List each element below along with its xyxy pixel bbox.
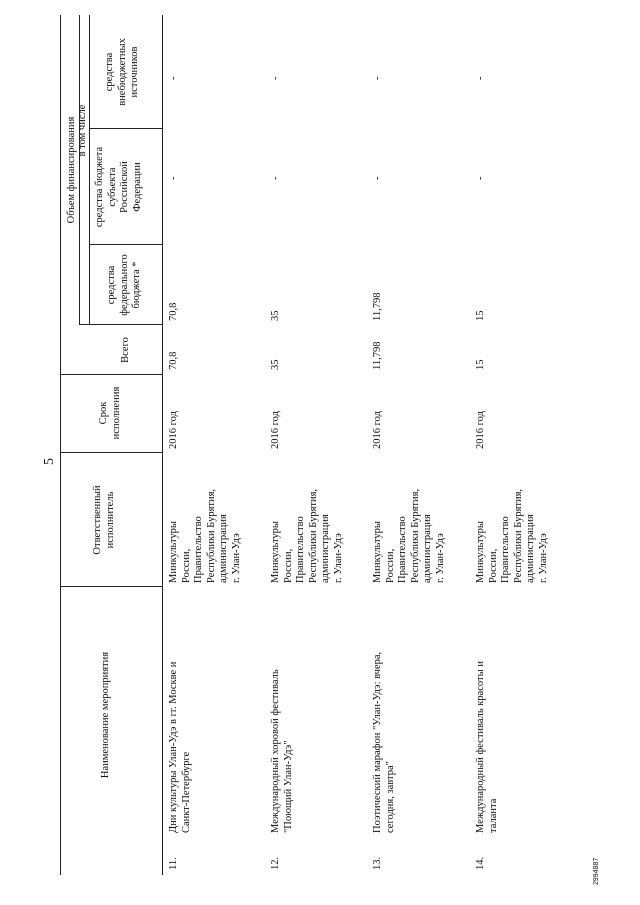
col-divider-federal [89,244,162,245]
extrabudget-amount: - [372,76,383,80]
header-total: Всего [120,337,131,363]
header-including: в том числе [77,104,88,157]
row-number: 14. [475,856,486,870]
extrabudget-amount: - [475,76,486,80]
document-code: 2994887 [593,857,600,885]
row-number: 11. [168,857,179,870]
deadline: 2016 год [168,411,179,449]
regional-amount: - [475,176,486,180]
table-top-rule [60,15,61,875]
responsible-executor: Минкультуры России, Правительство Республики Бурятия, администрация г. Улан-Удэ [372,488,446,583]
event-name: Поэтический марафон "Улан-Удэ: вчера, сегодня, завтра" [372,651,396,833]
header-regional: средства бюджета субъекта Российской Федерации [94,146,143,228]
total-amount: 15 [475,359,486,370]
federal-amount: 11,798 [372,292,383,321]
header-extrabudget: средства внебюджетных источников [104,38,140,106]
responsible-executor: Минкультуры России, Правительство Республики Бурятия, администрация г. Улан-Удэ [475,488,549,583]
col-divider-deadline [60,374,162,375]
total-amount: 70,8 [168,351,179,370]
event-name: Дни культуры Улан-Удэ в гг. Москве и Санкт-Петербурге [168,661,192,833]
regional-amount: - [372,176,383,180]
event-name: Международный фестиваль красоты и таланта [475,661,499,833]
deadline: 2016 год [270,411,281,449]
deadline: 2016 год [475,411,486,449]
federal-amount: 35 [270,310,281,321]
responsible-executor: Минкультуры России, Правительство Республики Бурятия, администрация г. Улан-Удэ [168,488,242,583]
responsible-executor: Минкультуры России, Правительство Республики Бурятия, администрация г. Улан-Удэ [270,488,344,583]
header-deadline: Срок исполнения [98,386,122,440]
deadline: 2016 год [372,411,383,449]
col-divider-name [60,586,162,587]
row-number: 13. [372,856,383,870]
event-name: Международный хоровой фестиваль "Поющий Улан-Удэ" [270,669,294,833]
extrabudget-amount: - [270,76,281,80]
col-divider-regional [89,128,162,129]
page-number: 5 [42,458,57,465]
header-funding: Объем финансирования [66,116,77,224]
row-number: 12. [270,856,281,870]
col-divider-total [79,324,162,325]
header-name: Наименование мероприятия [100,651,111,779]
regional-amount: - [168,176,179,180]
extrabudget-amount: - [168,76,179,80]
table-header-rule [162,15,163,875]
header-federal: средства федерального бюджета * [106,254,142,316]
col-divider-responsible [60,452,162,453]
federal-amount: 15 [475,310,486,321]
federal-amount: 70,8 [168,302,179,321]
regional-amount: - [270,176,281,180]
total-amount: 11,798 [372,341,383,370]
header-responsible: Ответственный исполнитель [92,485,116,555]
total-amount: 35 [270,359,281,370]
